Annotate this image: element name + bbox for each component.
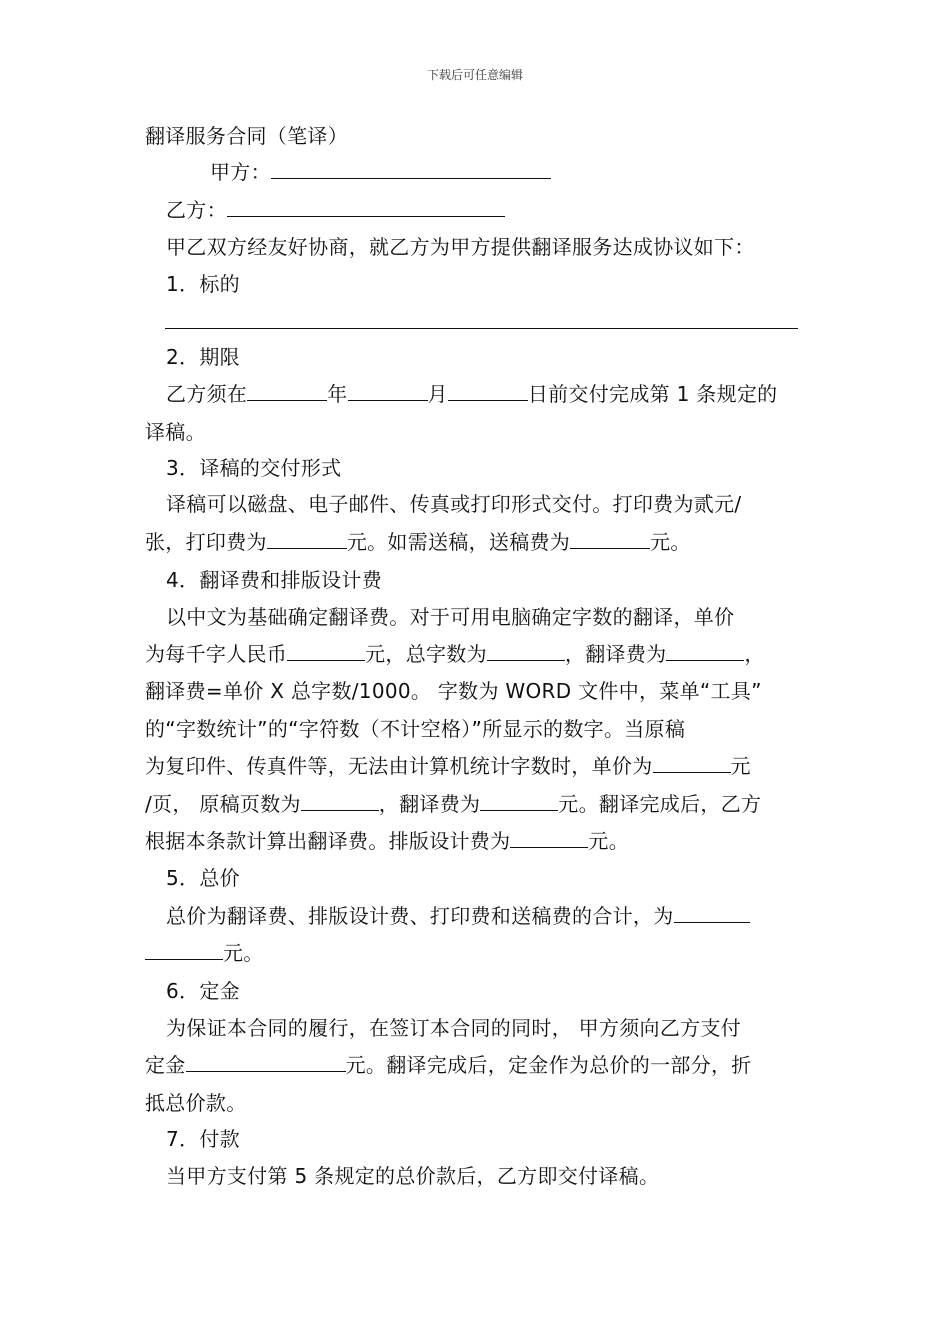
page-translation-fee-blank [480, 790, 558, 811]
text: 定金 [145, 1053, 186, 1077]
section-2-line-2: 译稿。 [145, 420, 206, 444]
text: 张，打印费为 [145, 530, 267, 554]
section-4-line-6 [145, 790, 761, 818]
print-fee-blank [267, 528, 347, 549]
text: 年 [327, 382, 348, 406]
text: 日前交付完成第 1 条规定的 [527, 382, 778, 406]
text: 元。翻译完成后，定金作为总价的一部分，折 [345, 1053, 752, 1077]
text: 元 [730, 754, 751, 778]
total-price-blank-cont [145, 939, 223, 960]
text: 为每千字人民币 [145, 642, 288, 666]
text: /页， 原稿页数为 [145, 792, 301, 816]
section-4-line-5 [145, 752, 751, 780]
layout-fee-blank [510, 827, 588, 848]
section-6-line-3: 抵总价款。 [145, 1091, 247, 1115]
text: 根据本条款计算出翻译费。排版设计费为 [145, 829, 511, 853]
page-price-blank [653, 752, 731, 773]
text: 总价为翻译费、排版设计费、打印费和送稿费的合计，为 [166, 904, 674, 928]
intro-text: 甲乙双方经友好协商，就乙方为甲方提供翻译服务达成协议如下： [166, 235, 755, 259]
section-7-line-1: 当甲方支付第 5 条规定的总价款后，乙方即交付译稿。 [166, 1164, 660, 1188]
text: 元。 [223, 941, 264, 965]
section-6-title: 6．定金 [166, 979, 240, 1003]
section-4-line-3: 翻译费=单价 X 总字数/1000。 字数为 WORD 文件中，菜单“工具” [145, 679, 762, 703]
page-header: 下载后可任意编辑 [426, 68, 523, 82]
word-count-blank [487, 640, 565, 661]
section-4-line-4: 的“字数统计”的“字符数（不计空格）”所显示的数字。当原稿 [145, 717, 686, 741]
party-a-blank [271, 158, 551, 179]
contract-title: 翻译服务合同（笔译） [145, 124, 348, 148]
section-1-blank-line [165, 328, 798, 329]
delivery-fee-blank [570, 528, 650, 549]
party-b-blank [227, 196, 505, 217]
section-4-line-2 [145, 640, 765, 668]
text: ， [744, 642, 765, 666]
section-5-line-2 [145, 939, 264, 967]
translation-fee-blank [666, 640, 744, 661]
section-2-title: 2．期限 [166, 345, 240, 369]
section-6-line-2 [145, 1051, 752, 1079]
text: ，翻译费为 [564, 642, 667, 666]
text: 月 [427, 382, 448, 406]
text: 乙方须在 [166, 382, 248, 406]
party-a-line [210, 158, 551, 186]
text: 为复印件、传真件等，无法由计算机统计字数时，单价为 [145, 754, 653, 778]
section-4-line-1: 以中文为基础确定翻译费。对于可用电脑确定字数的翻译，单价 [166, 605, 735, 629]
party-b-line [166, 196, 505, 224]
party-a-label: 甲方： [210, 160, 271, 184]
year-blank [247, 380, 327, 401]
section-3-title: 3．译稿的交付形式 [166, 456, 342, 480]
section-4-line-7 [145, 827, 629, 855]
section-5-line-1 [166, 902, 750, 930]
section-2-line-1 [166, 380, 777, 408]
party-b-label: 乙方： [166, 198, 227, 222]
deposit-blank [186, 1051, 346, 1072]
day-blank [448, 380, 528, 401]
text: 元。 [650, 530, 691, 554]
month-blank [348, 380, 428, 401]
unit-price-blank [287, 640, 365, 661]
section-6-line-1: 为保证本合同的履行，在签订本合同的同时， 甲方须向乙方支付 [166, 1016, 742, 1040]
section-1-title: 1．标的 [166, 272, 240, 296]
section-3-line-2 [145, 528, 691, 556]
section-3-line-1: 译稿可以磁盘、电子邮件、传真或打印形式交付。打印费为贰元/ [166, 492, 742, 516]
text: 元。如需送稿，送稿费为 [346, 530, 571, 554]
section-7-title: 7．付款 [166, 1127, 240, 1151]
section-4-title: 4．翻译费和排版设计费 [166, 568, 383, 592]
section-5-title: 5．总价 [166, 866, 240, 890]
text: 元。翻译完成后，乙方 [558, 792, 762, 816]
page-count-blank [301, 790, 379, 811]
text: 元。 [588, 829, 630, 853]
text: ，翻译费为 [378, 792, 481, 816]
total-price-blank [674, 902, 750, 923]
text: 元，总字数为 [365, 642, 487, 666]
